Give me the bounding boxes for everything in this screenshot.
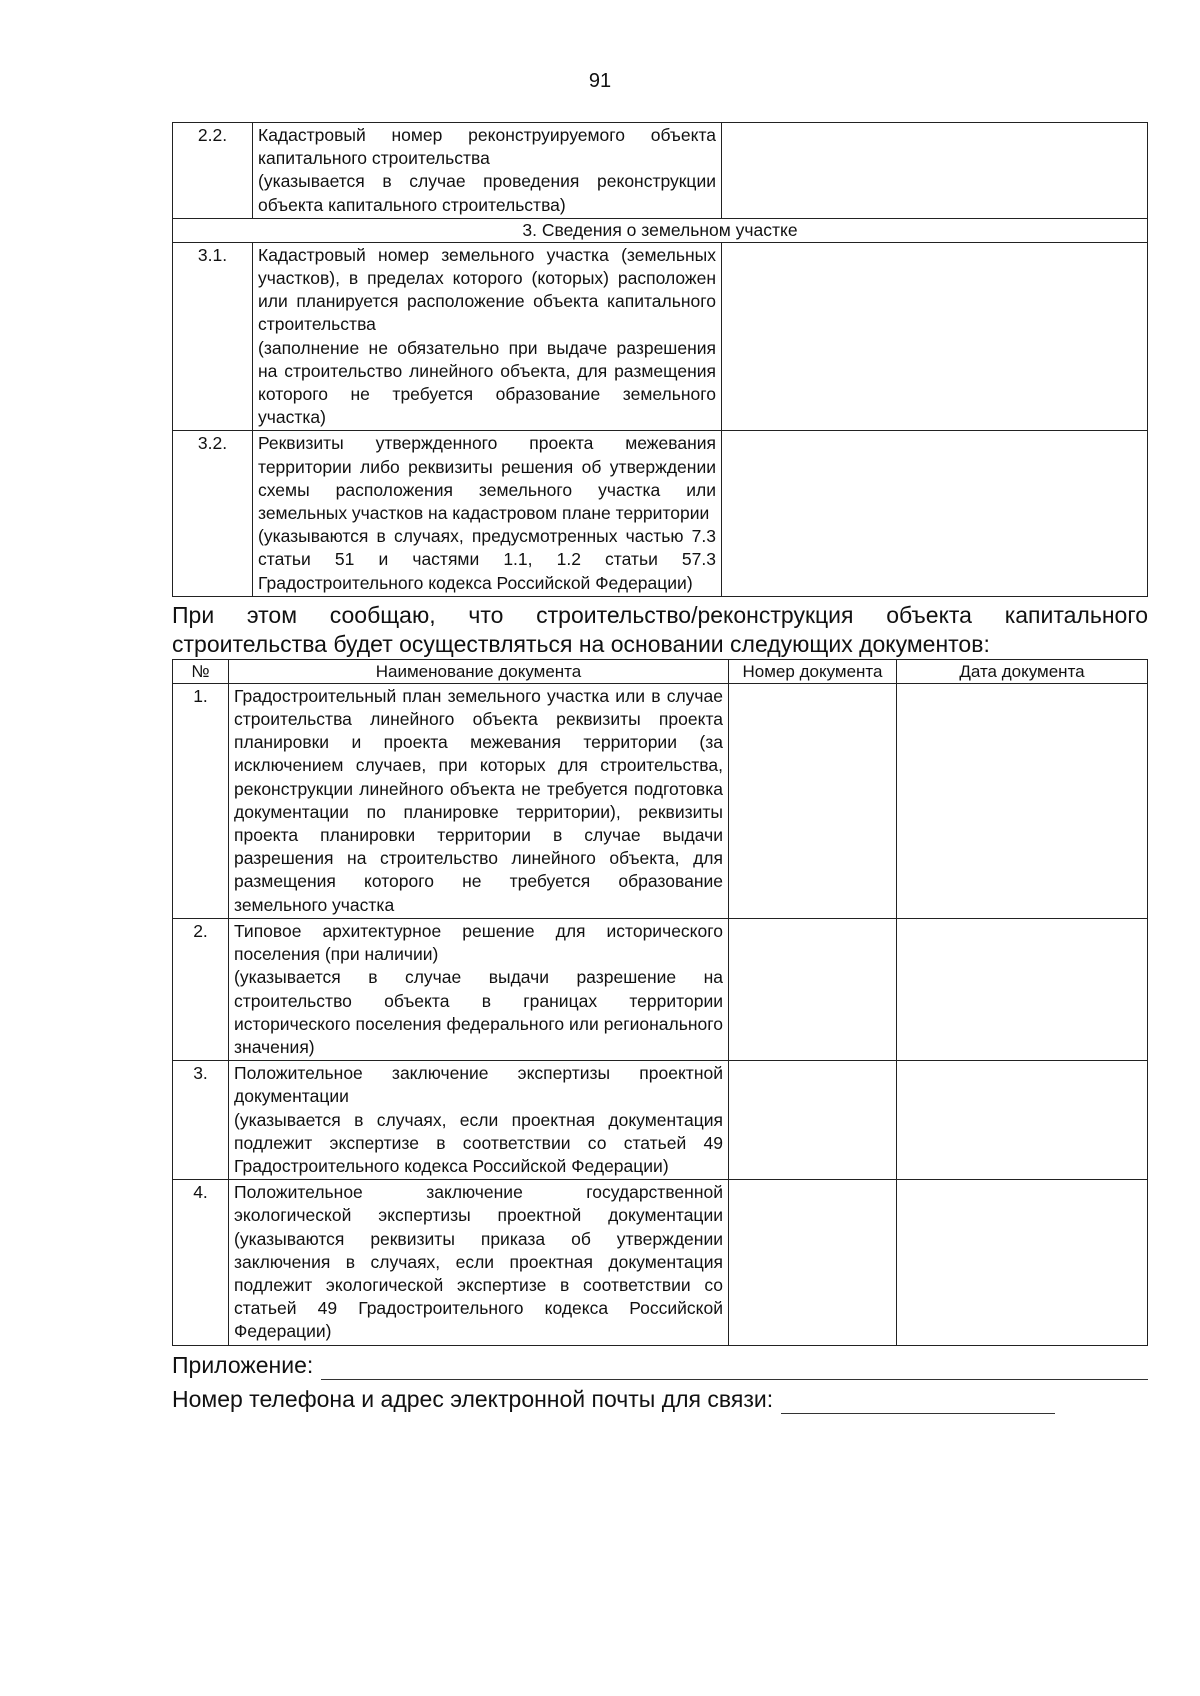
row-number: 2. bbox=[173, 918, 229, 1060]
attachment-row bbox=[172, 1350, 1148, 1380]
description-text: (указывается в случаях, если проектная документация подлежит экспертизе в соответствии со статьей 49 Градостроительного кодекса Российской Федерации) bbox=[234, 1109, 723, 1176]
attachment-label: Приложение: bbox=[172, 1351, 314, 1378]
description-cell bbox=[229, 683, 729, 918]
header-document-number: Номер документа bbox=[729, 659, 897, 683]
description-cell bbox=[229, 918, 729, 1060]
statement-paragraph: При этом сообщаю, что строительство/реконструкция объекта капитального строительства будет осуществляться на основании следующих документов: bbox=[172, 601, 1148, 657]
table-object-info bbox=[172, 122, 1148, 219]
description-text: Кадастровый номер реконструируемого объекта капитального строительства bbox=[258, 125, 716, 169]
table-row bbox=[173, 918, 1148, 1060]
description-text: Типовое архитектурное решение для исторического поселения (при наличии) bbox=[234, 920, 723, 965]
document-date-cell[interactable] bbox=[897, 683, 1148, 918]
attachment-input-line[interactable] bbox=[321, 1357, 1148, 1380]
table-land-plot bbox=[172, 242, 1148, 597]
row-number: 1. bbox=[173, 683, 229, 918]
documents-table-header bbox=[173, 659, 1148, 683]
row-number: 3.2. bbox=[173, 431, 253, 596]
document-number-cell[interactable] bbox=[729, 918, 897, 1060]
table-row bbox=[173, 1180, 1148, 1345]
value-cell[interactable] bbox=[722, 123, 1148, 219]
contact-label: Номер телефона и адрес электронной почты для связи: bbox=[172, 1385, 774, 1412]
row-number: 3. bbox=[173, 1061, 229, 1180]
document-number-cell[interactable] bbox=[729, 1061, 897, 1180]
header-number-sign: № bbox=[173, 659, 229, 683]
description-text: Положительное заключение экспертизы проектной документации bbox=[234, 1063, 723, 1107]
contact-input-line[interactable] bbox=[781, 1391, 1055, 1414]
description-text: (указывается в случае проведения реконструкции объекта капитального строительства) bbox=[258, 171, 716, 215]
table-row bbox=[173, 242, 1148, 431]
description-text: (указывается в случае выдачи разрешение на строительство объекта в границах территории исторического поселения федерального или регионального значения) bbox=[234, 967, 723, 1057]
header-document-name: Наименование документа bbox=[229, 659, 729, 683]
row-number: 3.1. bbox=[173, 242, 253, 431]
description-text: Положительное заключение государственной экологической экспертизы проектной документации (указываются реквизиты приказа об утверждении заключения в случаях, если проектная документация подлежит экологической экспертизе в соответствии со статьей 49 Градостроительного кодекса Российской Федерации) bbox=[234, 1182, 723, 1342]
documents-table bbox=[172, 659, 1148, 1346]
description-cell bbox=[253, 123, 722, 219]
document-date-cell[interactable] bbox=[897, 1061, 1148, 1180]
table-row bbox=[173, 431, 1148, 596]
description-cell bbox=[253, 431, 722, 596]
description-cell bbox=[229, 1061, 729, 1180]
description-text: (указываются в случаях, предусмотренных частью 7.3 статьи 51 и частями 1.1, 1.2 статьи 57.3 Градостроительного кодекса Российской Федерации) bbox=[258, 526, 716, 593]
row-number: 2.2. bbox=[173, 123, 253, 219]
value-cell[interactable] bbox=[722, 242, 1148, 431]
description-text: Градостроительный план земельного участка или в случае строительства линейного объекта реквизиты проекта планировки и проекта межевания территории (за исключением случаев, при которых для строительства, реконструкции линейного объекта не требуется подготовка документации по планировке территории), реквизиты проекта планировки территории в случае выдачи разрешения на строительство линейного объекта, для размещения которого не требуется образование земельного участка bbox=[234, 685, 723, 915]
document-date-cell[interactable] bbox=[897, 918, 1148, 1060]
document-number-cell[interactable] bbox=[729, 683, 897, 918]
description-text: Реквизиты утвержденного проекта межевания территории либо реквизиты решения об утверждении схемы расположения земельного участка или земельных участков на кадастровом плане территории bbox=[258, 433, 716, 524]
table-row bbox=[173, 123, 1148, 219]
contact-row bbox=[172, 1384, 1148, 1414]
section-3-title: 3. Сведения о земельном участке bbox=[172, 219, 1148, 242]
description-text: (заполнение не обязательно при выдаче разрешения на строительство линейного объекта, для размещения которого не требуется образование земельного участка) bbox=[258, 337, 716, 428]
description-cell bbox=[253, 242, 722, 431]
value-cell[interactable] bbox=[722, 431, 1148, 596]
header-document-date: Дата документа bbox=[897, 659, 1148, 683]
description-text: Кадастровый номер земельного участка (земельных участков), в пределах которого (которых) расположен или планируется расположение объекта капитального строительства bbox=[258, 244, 716, 335]
row-number: 4. bbox=[173, 1180, 229, 1345]
document-date-cell[interactable] bbox=[897, 1180, 1148, 1345]
page-number: 91 bbox=[588, 70, 612, 92]
table-row bbox=[173, 683, 1148, 918]
description-cell bbox=[229, 1180, 729, 1345]
table-row bbox=[173, 1061, 1148, 1180]
document-number-cell[interactable] bbox=[729, 1180, 897, 1345]
form-content bbox=[172, 122, 1148, 1414]
